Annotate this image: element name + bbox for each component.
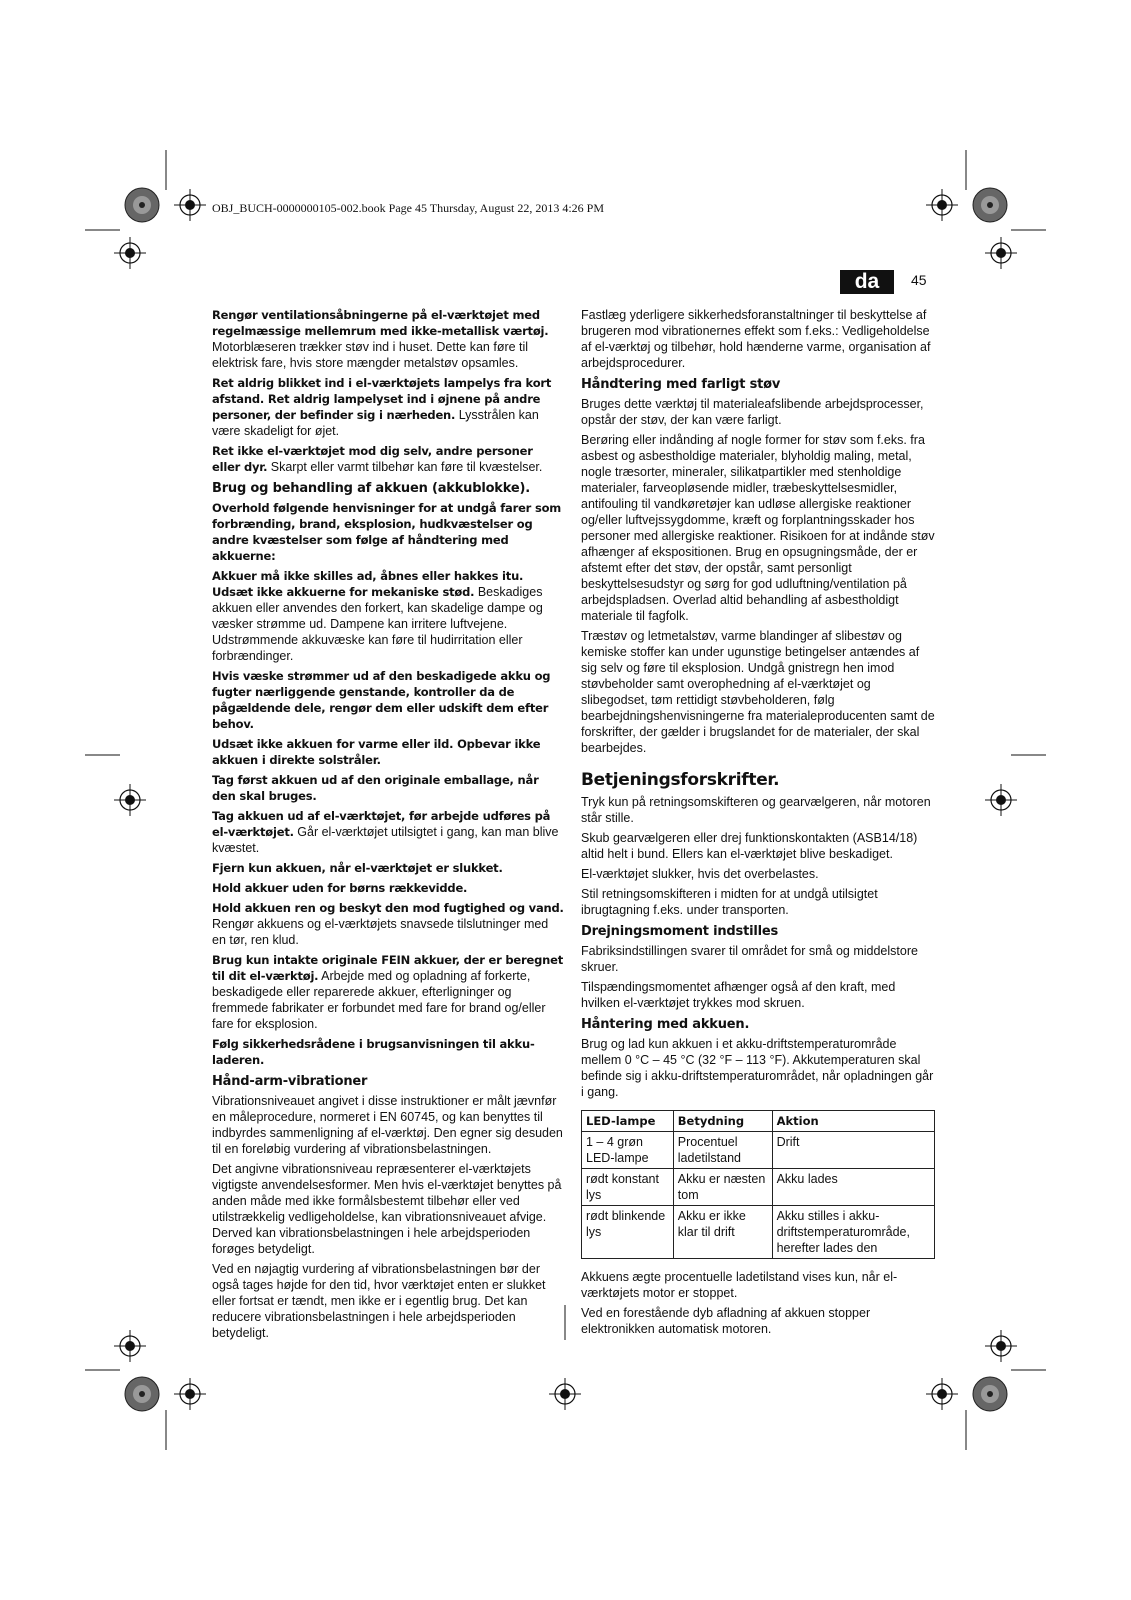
bold-text: Hold akkuen ren og beskyt den mod fugtighed og vand. xyxy=(212,901,564,915)
paragraph: Skub gearvælgeren eller drej funktionskontakten (ASB14/18) altid helt i bund. Ellers kan el-værktøjet blive beskadiget. xyxy=(581,831,918,861)
bold-text: Akkuer må ikke skilles ad, åbnes eller hakkes itu. Udsæt ikke akkuerne for mekaniske stød. xyxy=(212,569,524,599)
paragraph xyxy=(212,668,564,732)
table-cell: Drift xyxy=(772,1132,934,1169)
registration-mark-icon xyxy=(985,237,1017,269)
paragraph xyxy=(212,568,564,664)
paragraph: Tryk kun på retningsomskifteren og gearvælgeren, når motoren står stille. xyxy=(581,795,931,825)
bold-text: Ret aldrig blikket ind i el-værktøjets lampelys fra kort afstand. Ret aldrig lampelyset ind i øjnene på andre personer, der befinder sig i nærheden. xyxy=(212,376,552,422)
paragraph xyxy=(212,736,564,768)
table-cell: rødt blinkende lys xyxy=(582,1206,674,1259)
paragraph xyxy=(212,500,564,564)
registration-mark-icon xyxy=(114,1330,146,1362)
bold-text: Brug kun intakte originale FEIN akkuer, der er beregnet til dit el-værktøj. xyxy=(212,953,564,983)
table-header: Betydning xyxy=(673,1111,772,1132)
registration-mark-icon xyxy=(985,784,1017,816)
registration-mark-icon xyxy=(549,1378,581,1410)
bold-text: Tag akkuen ud af el-værktøjet, før arbejde udføres på el-værktøjet. xyxy=(212,809,551,839)
table-cell: Akku er ikke klar til drift xyxy=(673,1206,772,1259)
led-status-table xyxy=(581,1110,935,1259)
bold-text: Overhold følgende henvisninger for at undgå farer som forbrænding, brand, eksplosion, hudkvæstelser og andre kvæstelser som følge af håndtering med akkuerne: xyxy=(212,501,562,563)
color-wheel-icon xyxy=(125,188,159,222)
book-header: OBJ_BUCH-0000000105-002.book Page 45 Thursday, August 22, 2013 4:26 PM xyxy=(212,201,605,215)
body-text: Arbejde med og opladning af forkerte, beskadigede eller reparerede akkuer, efterligninger og fremmede fabrikater er forbundet med fare for brand og/eller fare for eksplosion. xyxy=(212,969,546,1031)
table-header-row xyxy=(582,1111,935,1132)
paragraph: Bruges dette værktøj til materialeafslibende arbejdsprocesser, opstår der støv, der kan være farligt. xyxy=(581,397,924,427)
paragraph: Akkuens ægte procentuelle ladetilstand vises kun, når el-værktøjets motor er stoppet. xyxy=(581,1270,898,1300)
language-tab: da xyxy=(840,270,894,294)
bold-text: Følg sikkerhedsrådene i brugsanvisningen til akku-laderen. xyxy=(212,1037,535,1067)
paragraph: Ved en forestående dyb afladning af akkuen stopper elektronikken automatisk motoren. xyxy=(581,1306,871,1336)
paragraph xyxy=(212,880,564,896)
paragraph xyxy=(212,1036,564,1068)
color-wheel-icon xyxy=(973,1377,1007,1411)
bold-text: Hvis væske strømmer ud af den beskadigede akku og fugter nærliggende genstande, kontroller da de pågældende dele, rengør dem eller udskift dem efter behov. xyxy=(212,669,551,731)
color-wheel-icon xyxy=(973,188,1007,222)
bold-text: Hold akkuer uden for børns rækkevidde. xyxy=(212,881,468,895)
registration-mark-icon xyxy=(926,1378,958,1410)
paragraph: Brug og lad kun akkuen i et akku-driftstemperaturområde mellem 0 °C – 45 °C (32 °F – 113 °F). Akkutemperaturen skal befinde sig i akku-driftstemperaturområdet, når opladningen går i gang. xyxy=(581,1037,934,1099)
paragraph xyxy=(212,952,564,1032)
body-text: Motorblæseren trækker støv ind i huset. Dette kan føre til elektrisk fare, hvis store mængder metalstøv opsamles. xyxy=(212,340,529,370)
paragraph xyxy=(212,772,564,804)
table-row xyxy=(582,1169,935,1206)
registration-mark-icon xyxy=(174,189,206,221)
table-row xyxy=(582,1132,935,1169)
right-column xyxy=(581,307,935,1341)
body-text: Beskadiges akkuen eller anvendes den forkert, kan skadelige dampe og væsker strømme ud. Dampene kan irritere luftvejene. Udstrømmende akkuvæske kan føre til hudirritation eller forbrændinger. xyxy=(212,585,543,663)
paragraph: Tilspændingsmomentet afhænger også af den kraft, med hvilken el-værktøjet trykkes mod skruen. xyxy=(581,980,896,1010)
page-number: 45 xyxy=(911,272,927,288)
paragraph xyxy=(212,443,564,475)
table-cell: Procentuel ladetilstand xyxy=(673,1132,772,1169)
left-column xyxy=(212,307,564,1345)
paragraph: Fabriksindstillingen svarer til området for små og middelstore skruer. xyxy=(581,944,918,974)
body-text: Går el-værktøjet utilsigtet i gang, kan man blive kvæstet. xyxy=(212,825,559,855)
color-wheel-icon xyxy=(125,1377,159,1411)
table-header: LED-lampe xyxy=(582,1111,674,1132)
table-cell: Akku er næsten tom xyxy=(673,1169,772,1206)
paragraph xyxy=(212,307,564,371)
bold-text: Ret ikke el-værktøjet mod dig selv, andre personer eller dyr. xyxy=(212,444,533,474)
table-header: Aktion xyxy=(772,1111,934,1132)
paragraph: Det angivne vibrationsniveau repræsenterer el-værktøjets vigtigste anvendelsesformer. Men hvis el-værktøjet benyttes på anden måde med ikke formålsbestemt tilbehør eller ved utilstrækkelig vedligeholdelse, kan vibrationsniveauet afvige. Derved kan vibrationsbelastningen i hele arbejdsperioden forøges betydeligt. xyxy=(212,1162,562,1256)
paragraph: Vibrationsniveauet angivet i disse instruktioner er målt jævnfør en måleprocedure, normeret i EN 60745, og kan benyttes til indbyrdes sammenligning af el-værktøj. Den egner sig desuden til en foreløbig vurdering af vibrationsbelastningen. xyxy=(212,1094,563,1156)
registration-mark-icon xyxy=(985,1330,1017,1362)
paragraph: Stil retningsomskifteren i midten for at undgå utilsigtet ibrugtagning f.eks. under transporten. xyxy=(581,887,878,917)
table-cell: rødt konstant lys xyxy=(582,1169,674,1206)
paragraph: Berøring eller indånding af nogle former for støv som f.eks. fra asbest og asbestholdige materialer, blyholdig maling, metal, nogle træsorter, mineraler, silikatpartikler med stenholdige materialer, farveopløsende midler, træbeskyttelsesmidler, antifouling til vandkøretøjer kan udløse allergiske reaktioner og/eller luftvejssygdomme, kræft og forplantningsskader hos personer med allergiske reaktioner. Risikoen for at indånde støv afhænger af ekspositionen. Brug en opsugningsmåde, der er afstemt efter det støv, der opstår, samt personligt beskyttelsesudstyr og sørg for god udluftning/ventilation på arbejdspladsen. Overlad altid behandling af asbestholdigt materiale til fagfolk. xyxy=(581,433,935,623)
paragraph xyxy=(212,860,564,876)
bold-text: Tag først akkuen ud af den originale emballage, når den skal bruges. xyxy=(212,773,539,803)
section-heading: Hånd-arm-vibrationer xyxy=(212,1074,368,1089)
registration-mark-icon xyxy=(114,237,146,269)
section-heading: Håntering med akkuen. xyxy=(581,1017,750,1032)
body-text: Skarpt eller varmt tilbehør kan føre til kvæstelser. xyxy=(267,460,543,474)
registration-mark-icon xyxy=(926,189,958,221)
table-cell: Akku stilles i akku-driftstemperaturområde, herefter lades den xyxy=(772,1206,934,1259)
paragraph: El-værktøjet slukker, hvis det overbelastes. xyxy=(581,867,819,881)
paragraph xyxy=(212,808,564,856)
table-cell: Akku lades xyxy=(772,1169,934,1206)
chapter-heading: Betjeningsforskrifter. xyxy=(581,770,780,790)
section-heading: Håndtering med farligt støv xyxy=(581,377,781,392)
table-cell: 1 – 4 grøn LED-lampe xyxy=(582,1132,674,1169)
section-heading: Brug og behandling af akkuen (akkublokke). xyxy=(212,481,530,496)
paragraph: Træstøv og letmetalstøv, varme blandinger af slibestøv og kemiske stoffer kan under ugunstige betingelser antændes af sig selv og føre til eksplosion. Undgå gnistregn hen imod støvbeholder samt overophedning af el-værktøjet og slibegodset, tøm rettidigt støvbeholderen, følg bearbejdningshenvisningerne fra materialeproducenten samt de forskrifter, der gælder i brugslandet for de materialer, der skal bearbejdes. xyxy=(581,629,935,755)
paragraph xyxy=(212,375,564,439)
bold-text: Rengør ventilationsåbningerne på el-værktøjet med regelmæssige mellemrum med ikke-metallisk værtøj. xyxy=(212,308,549,338)
table-row xyxy=(582,1206,935,1259)
paragraph: Ved en nøjagtig vurdering af vibrationsbelastningen bør der også tages højde for den tid, hvor værktøjet enten er slukket eller fortsat er tændt, men ikke er i egentlig brug. Det kan reducere vibrationsbelastningen i hele arbejdsperioden betydeligt. xyxy=(212,1262,546,1340)
body-text: Lysstrålen kan være skadeligt for øjet. xyxy=(212,408,539,438)
registration-mark-icon xyxy=(174,1378,206,1410)
section-heading: Drejningsmoment indstilles xyxy=(581,924,779,939)
bold-text: Fjern kun akkuen, når el-værktøjet er slukket. xyxy=(212,861,503,875)
paragraph: Fastlæg yderligere sikkerhedsforanstaltninger til beskyttelse af brugeren mod vibrationernes effekt som f.eks.: Vedligeholdelse af el-værktøj og tilbehør, hold hænderne varme, organisation af arbejdsprocedurer. xyxy=(581,308,931,370)
paragraph xyxy=(212,900,564,948)
body-text: Rengør akkuens og el-værktøjets snavsede tilslutninger med en tør, ren klud. xyxy=(212,917,549,947)
bold-text: Udsæt ikke akkuen for varme eller ild. Opbevar ikke akkuen i direkte solstråler. xyxy=(212,737,541,767)
registration-mark-icon xyxy=(114,784,146,816)
